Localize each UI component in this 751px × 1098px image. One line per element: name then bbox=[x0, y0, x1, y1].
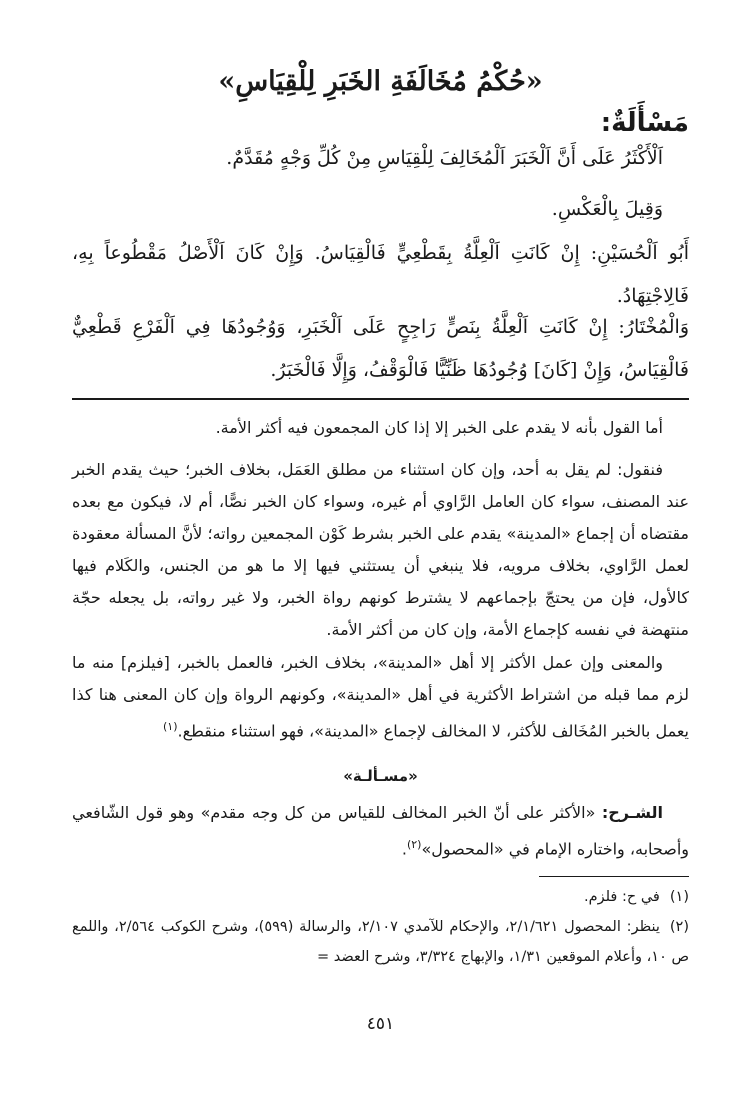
footnote-item bbox=[72, 912, 689, 972]
matn-line-majority: اَلْأَكْثَرُ عَلَى أَنَّ اَلْخَبَرَ اَلْمُخَالِفَ لِلْقِيَاسِ مِنْ كُلِّ وَجْهٍ مُقَدَّمٌ. bbox=[226, 147, 663, 169]
matn-line-abu-al-husayn: أَبُو اَلْحُسَيْنِ: إِنْ كَانَتِ اَلْعِلَّةُ بِقَطْعِيٍّ فَالْقِيَاسُ. وَإِنْ كَانَ اَلْأَصْلُ مَقْطُوعاً بِهِ، فَالِاجْتِهَادُ. bbox=[72, 242, 689, 307]
text-commentary-divider bbox=[72, 398, 689, 400]
sub-heading: «مسـألـة» bbox=[343, 767, 418, 785]
footnote-reference[interactable]: (١) bbox=[162, 720, 178, 733]
book-page bbox=[72, 0, 689, 1098]
footnote-text: في ح: فلزم. bbox=[584, 889, 660, 905]
footnote-number: (١) bbox=[669, 889, 689, 905]
footnote-item bbox=[72, 882, 689, 912]
sharh-label: الشـرح: bbox=[601, 803, 663, 822]
masala-label: مَسْأَلَةٌ: bbox=[600, 108, 689, 138]
footnotes bbox=[72, 882, 689, 972]
commentary-text: والمعنى وإن عمل الأكثر إلا أهل «المدينة»، بخلاف الخبر، فالعمل بالخبر، [فيلزم] منه ما لزم مما قبله من اشتراط الأكثرية في أهل «المدينة»، وكونهم الرواة وإن كان المعنى هنا كذا يعمل بالخبر المُخَالف للأكثر، لا المخالف لإجماع «المدينة»، فهو استثناء منقطع. bbox=[72, 653, 689, 741]
footnote-text: ينظر: المحصول ٢/١/٦٢١، والإحكام للآمدي ٢/١٠٧، والرسالة (٥٩٩)، وشرح الكوكب ٢/٥٦٤، واللمع ص ١٠، وأعلام الموقعين ١/٣١، والإبهاج ٣/٣٢٤، وشرح العضد = bbox=[72, 919, 689, 965]
section-heading: «حُكْمُ مُخَالَفَةِ الخَبَرِ لِلْقِيَاسِ» bbox=[218, 66, 543, 97]
commentary-paragraph bbox=[72, 647, 689, 747]
commentary-text: «الأكثر على أنّ الخبر المخالف للقياس من كل وجه مقدم» وهو قول الشّافعي وأصحابه، واختاره الإمام في «المحصول» bbox=[72, 803, 689, 859]
commentary-paragraph: الشـرح: «الأكثر على أنّ الخبر المخالف للقياس من كل وجه مقدم» وهو قول الشّافعي وأصحابه، واختاره الإمام في «المحصول»$^{(٢)}$. bbox=[72, 803, 689, 859]
page-number: ٤٥١ bbox=[366, 1014, 395, 1034]
matn-line-preferred: وَالْمُخْتَارُ: إِنْ كَانَتِ اَلْعِلَّةُ بِنَصٍّ رَاجِحٍ عَلَى اَلْخَبَرِ، وَوُجُودُهَا فِي اَلْفَرْعِ قَطْعِيٌّ فَالْقِيَاسُ، وَإِنْ [كَانَ] وُجُودُهَا ظَنِّيًّا فَالْوَقْفُ، وَإِلَّا فَالْخَبَرُ. bbox=[72, 316, 689, 381]
matn-line-reverse: وَقِيلَ بِالْعَكْسِ. bbox=[551, 198, 663, 220]
footnote-divider bbox=[539, 876, 689, 877]
footnote-number: (٢) bbox=[669, 919, 690, 935]
commentary-paragraph: فنقول: لم يقل به أحد، وإن كان استثناء من مطلق العَمَل، بخلاف الخبر؛ حيث يقدم الخبر عند المصنف، سواء كان العامل الرَّاوي أم غيره، وسواء كان الخبر نصًّا، أم لا، فيكون مع بعده مقتضاه أن إجماع «المدينة» يقدم على الخبر بشرط كَوْن المجمعين رواته؛ لأنَّ المسألة معقودة لعمل الرَّاوي، بخلاف مرويه، فلا ينبغي أن يستثني فيها إلا ما هو من الجنس، والكَلام فيها كالأول، فإن من يحتجّ بإجماعهم لا يشترط كونهم رواة الخبر، ولا غير رواته، بل يجعله حجّة منتهضة في نفسه كإجماع الأمة، وإن كان من أكثر الأمة. bbox=[72, 460, 689, 639]
footnote-reference[interactable]: (٢) bbox=[406, 838, 422, 851]
commentary-paragraph: أما القول بأنه لا يقدم على الخبر إلا إذا كان المجمعون فيه أكثر الأمة. bbox=[215, 418, 663, 437]
